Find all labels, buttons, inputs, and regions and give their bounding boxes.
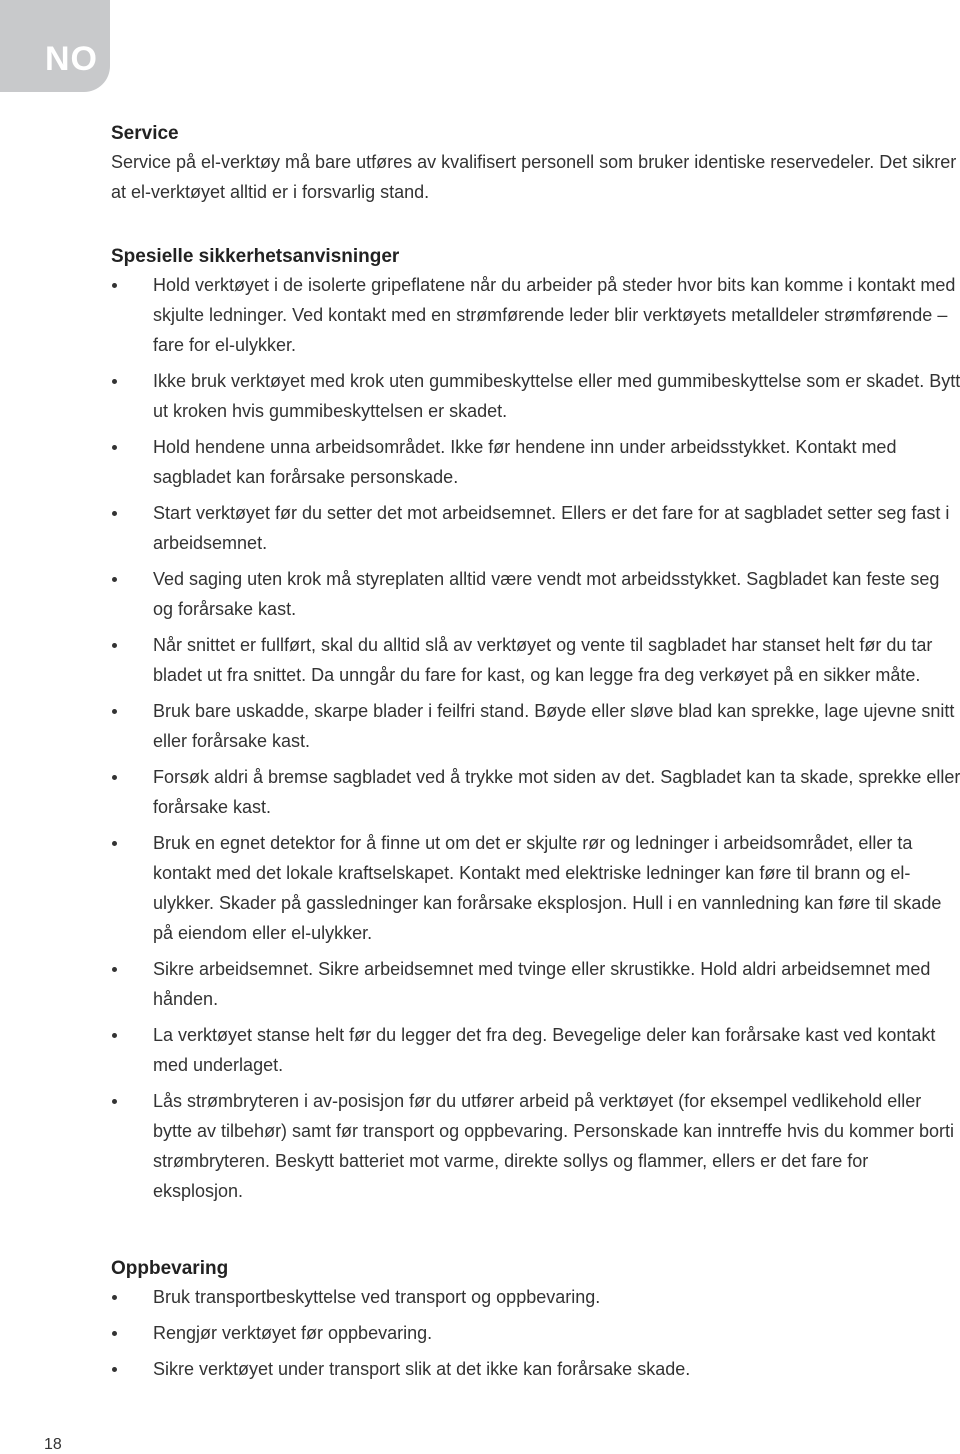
- list-item: Hold verktøyet i de isolerte gripeflatene når du arbeider på steder hvor bits kan komme i kontakt med skjulte ledninger. Ved kontakt med en strømførende leder blir verktøyets metalldeler strømførende – fare for el-ulykker.: [111, 270, 960, 360]
- list-item: Sikre arbeidsemnet. Sikre arbeidsemnet med tvinge eller skrustikke. Hold aldri arbeidsemnet med hånden.: [111, 954, 960, 1014]
- list-item: Forsøk aldri å bremse sagbladet ved å trykke mot siden av det. Sagbladet kan ta skade, sprekke eller forårsake kast.: [111, 762, 960, 822]
- list-item: Sikre verktøyet under transport slik at det ikke kan forårsake skade.: [111, 1354, 960, 1384]
- list-item: Hold hendene unna arbeidsområdet. Ikke før hendene inn under arbeidsstykket. Kontakt med sagbladet kan forårsake personskade.: [111, 432, 960, 492]
- list-item: Ved saging uten krok må styreplaten alltid være vendt mot arbeidsstykket. Sagbladet kan feste seg og forårsake kast.: [111, 564, 960, 624]
- list-item: Når snittet er fullført, skal du alltid slå av verktøyet og vente til sagbladet har stanset helt før du tar bladet ut fra snittet. Da unngår du fare for kast, og kan legge fra deg verkøyet på en sikker måte.: [111, 630, 960, 690]
- list-item: Rengjør verktøyet før oppbevaring.: [111, 1318, 960, 1348]
- list-item: Bruk bare uskadde, skarpe blader i feilfri stand. Bøyde eller sløve blad kan sprekke, lage ujevne snitt eller forårsake kast.: [111, 696, 960, 756]
- page-number: 18: [44, 1436, 62, 1453]
- list-item: Ikke bruk verktøyet med krok uten gummibeskyttelse eller med gummibeskyttelse som er skadet. Bytt ut kroken hvis gummibeskyttelsen er skadet.: [111, 366, 960, 426]
- safety-heading: Spesielle sikkerhetsanvisninger: [111, 246, 400, 267]
- list-item: Start verktøyet før du setter det mot arbeidsemnet. Ellers er det fare for at sagbladet setter seg fast i arbeidsemnet.: [111, 498, 960, 558]
- service-section: [111, 121, 960, 207]
- service-text: Service på el-verktøy må bare utføres av kvalifisert personell som bruker identiske reservedeler. Det sikrer at el-verktøyet alltid er i forsvarlig stand.: [111, 152, 957, 202]
- storage-heading: Oppbevaring: [111, 1258, 229, 1279]
- storage-list: [111, 1282, 960, 1384]
- language-tab: [0, 0, 110, 92]
- list-item: Lås strømbryteren i av-posisjon før du utfører arbeid på verktøyet (for eksempel vedlikehold eller bytte av tilbehør) samt før transport og oppbevaring. Personskade kan inntreffe hvis du kommer borti strømbryteren. Beskytt batteriet mot varme, direkte sollys og flammer, ellers er det fare for eksplosjon.: [111, 1086, 960, 1206]
- service-heading: Service: [111, 123, 179, 144]
- list-item: La verktøyet stanse helt før du legger det fra deg. Bevegelige deler kan forårsake kast ved kontakt med underlaget.: [111, 1020, 960, 1080]
- storage-section: [111, 1256, 960, 1384]
- language-label: NO: [45, 40, 98, 78]
- safety-section: [111, 244, 960, 1206]
- list-item: Bruk en egnet detektor for å finne ut om det er skjulte rør og ledninger i arbeidsområdet, eller ta kontakt med det lokale kraftselskapet. Kontakt med elektriske ledninger kan føre til brann og el-ulykker. Skader på gassledninger kan forårsake eksplosjon. Hull i en vannledning kan føre til skade på eiendom eller el-ulykker.: [111, 828, 960, 948]
- list-item: Bruk transportbeskyttelse ved transport og oppbevaring.: [111, 1282, 960, 1312]
- safety-list: [111, 270, 960, 1206]
- page-content: [111, 121, 960, 1390]
